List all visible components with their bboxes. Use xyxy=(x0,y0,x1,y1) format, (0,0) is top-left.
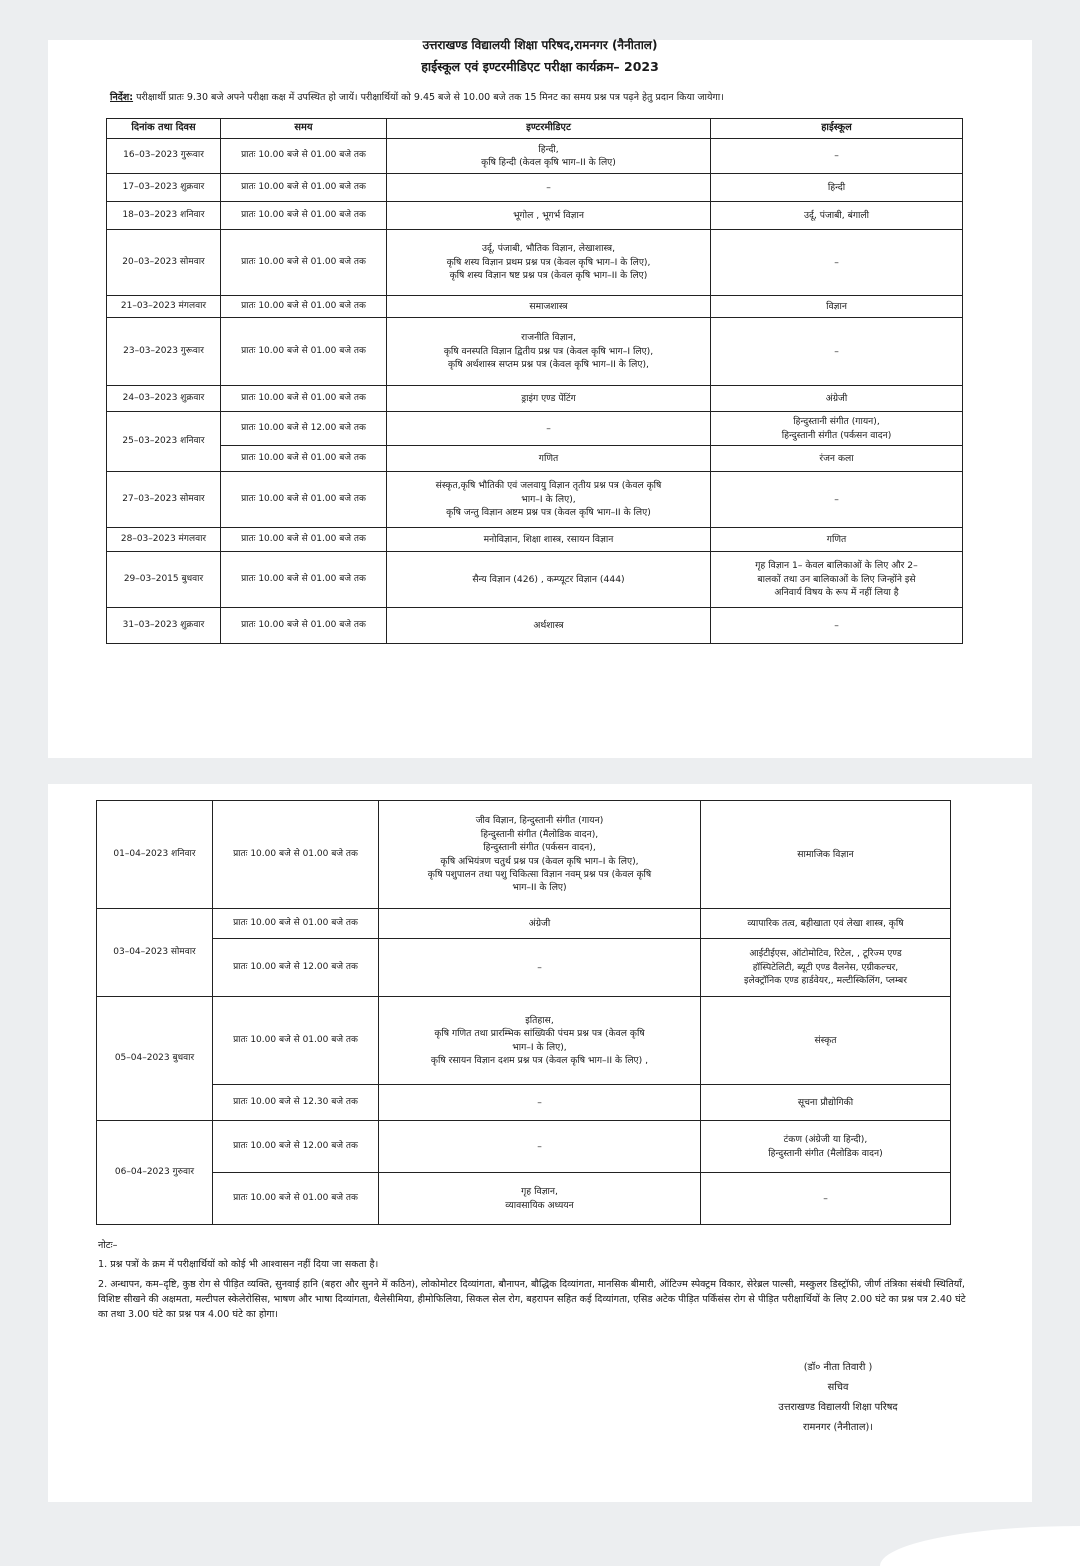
row-time: प्रातः 10.00 बजे से 12.00 बजे तक xyxy=(221,412,387,446)
row-date: 16–03–2023 गुरूवार xyxy=(107,139,221,174)
schedule-table-1 xyxy=(106,118,963,644)
row-time: प्रातः 10.00 बजे से 01.00 बजे तक xyxy=(221,446,387,472)
col-header-inter: इण्टरमीडिएट xyxy=(387,119,711,139)
signatory-place: रामनगर (नैनीताल)। xyxy=(802,1422,873,1434)
row-inter: सैन्य विज्ञान (426) , कम्प्यूटर विज्ञान (444) xyxy=(387,552,711,608)
row-date: 03–04–2023 सोमवार xyxy=(97,909,213,997)
row-date: 06–04–2023 गुरुवार xyxy=(97,1121,213,1225)
table-row xyxy=(97,801,951,909)
screen-corner-overlay xyxy=(880,1526,1080,1566)
row-high: सूचना प्रौद्योगिकी xyxy=(701,1085,951,1121)
table-row xyxy=(107,139,963,174)
note-1: 1. प्रश्न पत्रों के क्रम में परीक्षार्थियों को कोई भी आश्वासन नहीं दिया जा सकता है। xyxy=(98,1259,379,1271)
document-page-2 xyxy=(48,784,1032,1502)
row-high: – xyxy=(701,1173,951,1225)
row-date: 24–03–2023 शुक्रवार xyxy=(107,386,221,412)
table-row xyxy=(107,472,963,528)
table-row xyxy=(107,446,963,472)
row-time: प्रातः 10.00 बजे से 12.00 बजे तक xyxy=(213,1121,379,1173)
row-time: प्रातः 10.00 बजे से 01.00 बजे तक xyxy=(221,528,387,552)
table-header-row xyxy=(107,119,963,139)
row-inter: मनोविज्ञान, शिक्षा शास्त्र, रसायन विज्ञान xyxy=(387,528,711,552)
row-high: हिन्दी xyxy=(711,174,963,202)
table-row xyxy=(107,230,963,296)
row-high: गणित xyxy=(711,528,963,552)
signatory-role: सचिव xyxy=(827,1382,849,1394)
row-time: प्रातः 10.00 बजे से 01.00 बजे तक xyxy=(221,174,387,202)
row-inter: गणित xyxy=(387,446,711,472)
row-date: 23–03–2023 गुरूवार xyxy=(107,318,221,386)
row-high: आईटीईएस, ऑटोमोटिव, रिटेल, , टूरिज्म एण्ड हॉस्पिटेलिटी, ब्यूटी एण्ड वैलनेस, एग्रीकल्चर, इलेक्ट्रॉनिक एण्ड हार्डवेयर,, मल्टीस्किलिंग, प्लम्बर xyxy=(701,939,951,997)
row-time: प्रातः 10.00 बजे से 01.00 बजे तक xyxy=(213,909,379,939)
row-high: – xyxy=(711,608,963,644)
row-high: – xyxy=(711,139,963,174)
row-high: संस्कृत xyxy=(701,997,951,1085)
row-high: टंकण (अंग्रेजी या हिन्दी), हिन्दुस्तानी संगीत (मैलोडिक वादन) xyxy=(701,1121,951,1173)
table-row xyxy=(97,939,951,997)
row-inter: हिन्दी, कृषि हिन्दी (केवल कृषि भाग–II के लिए) xyxy=(387,139,711,174)
table-row xyxy=(107,608,963,644)
row-high: सामाजिक विज्ञान xyxy=(701,801,951,909)
row-time: प्रातः 10.00 बजे से 01.00 बजे तक xyxy=(213,997,379,1085)
row-time: प्रातः 10.00 बजे से 12.30 बजे तक xyxy=(213,1085,379,1121)
row-inter: उर्दू, पंजाबी, भौतिक विज्ञान, लेखाशास्त्र, कृषि शस्य विज्ञान प्रथम प्रश्न पत्र (केवल कृषि भाग–I के लिए), कृषि शस्य विज्ञान षष्ट प्रश्न पत्र (केवल कृषि भाग–II के लिए) xyxy=(387,230,711,296)
schedule-table-2 xyxy=(96,800,951,1225)
row-time: प्रातः 10.00 बजे से 01.00 बजे तक xyxy=(221,202,387,230)
table-row xyxy=(97,909,951,939)
row-time: प्रातः 10.00 बजे से 01.00 बजे तक xyxy=(221,139,387,174)
table-row xyxy=(107,202,963,230)
row-high: – xyxy=(711,230,963,296)
row-time: प्रातः 10.00 बजे से 01.00 बजे तक xyxy=(213,801,379,909)
row-inter: – xyxy=(379,1085,701,1121)
row-date: 29–03–2015 बुधवार xyxy=(107,552,221,608)
row-date: 31–03–2023 शुक्रवार xyxy=(107,608,221,644)
col-header-high: हाईस्कूल xyxy=(711,119,963,139)
row-time: प्रातः 10.00 बजे से 01.00 बजे तक xyxy=(221,230,387,296)
table-row xyxy=(107,412,963,446)
instruction-label: निर्देश: xyxy=(110,92,134,103)
row-date: 28–03–2023 मंगलवार xyxy=(107,528,221,552)
row-time: प्रातः 10.00 बजे से 01.00 बजे तक xyxy=(221,318,387,386)
row-inter: संस्कृत,कृषि भौतिकी एवं जलवायु विज्ञान तृतीय प्रश्न पत्र (केवल कृषि भाग–I के लिए), कृषि जन्तु विज्ञान अष्टम प्रश्न पत्र (केवल कृषि भाग–II के लिए) xyxy=(387,472,711,528)
row-time: प्रातः 10.00 बजे से 01.00 बजे तक xyxy=(221,296,387,318)
instruction-line xyxy=(110,90,1010,103)
signatory-org: उत्तराखण्ड विद्यालयी शिक्षा परिषद xyxy=(778,1402,898,1414)
row-time: प्रातः 10.00 बजे से 01.00 बजे तक xyxy=(213,1173,379,1225)
row-inter: – xyxy=(379,939,701,997)
row-high: – xyxy=(711,472,963,528)
notes-section xyxy=(98,1238,978,1327)
row-time: प्रातः 10.00 बजे से 01.00 बजे तक xyxy=(221,552,387,608)
note-2: 2. अन्धापन, कम–दृष्टि, कुष्ठ रोग से पीड़ित व्यक्ति, सुनवाई हानि (बहरा और सुनने में कठिन), लोकोमोटर दिव्यांगता, बौनापन, बौद्धिक दिव्यांगता, मानसिक बीमारी, ऑटिज्म स्पेक्ट्रम विकार, सेरेब्रल पाल्सी, मस्कुलर डिस्ट्रॉफी, जीर्ण तंत्रिका संबंधी स्थितियाँ, विशिष्ट सीखने की अक्षमता, मल्टीपल स्केलेरोसिस, भाषण और भाषा दिव्यांगता, थैलेसीमिया, हीमोफिलिया, सिकल सेल रोग, बहरापन सहित कई दिव्यांगता, एसिड अटेक पीड़ित पर्किंसंस रोग से पीड़ित परीक्षार्थियों के लिए 2.00 घंटे का प्रश्न पत्र 2.40 घंटे का तथा 3.00 घंटे का प्रश्न पत्र 4.00 घंटे का होगा। xyxy=(98,1278,966,1321)
table-row xyxy=(107,174,963,202)
signatory-name: (डॉ० नीता तिवारी ) xyxy=(803,1362,873,1373)
row-inter: इतिहास, कृषि गणित तथा प्रारम्भिक सांख्यिकी पंचम प्रश्न पत्र (केवल कृषि भाग–I के लिए), कृषि रसायन विज्ञान दशम प्रश्न पत्र (केवल कृषि भाग–II के लिए) , xyxy=(379,997,701,1085)
board-title: उत्तराखण्ड विद्यालयी शिक्षा परिषद,रामनगर (नैनीताल) xyxy=(422,38,658,52)
row-high: रंजन कला xyxy=(711,446,963,472)
row-date: 20–03–2023 सोमवार xyxy=(107,230,221,296)
row-date: 21–03–2023 मंगलवार xyxy=(107,296,221,318)
notes-title: नोटः– xyxy=(98,1240,118,1251)
table-row xyxy=(97,1173,951,1225)
row-inter: – xyxy=(379,1121,701,1173)
row-high: विज्ञान xyxy=(711,296,963,318)
row-date: 05–04–2023 बुधवार xyxy=(97,997,213,1121)
table-row xyxy=(97,1085,951,1121)
exam-schedule-title: हाईस्कूल एवं इण्टरमीडिएट परीक्षा कार्यक्रम– 2023 xyxy=(421,59,659,74)
table-row xyxy=(107,552,963,608)
col-header-time: समय xyxy=(221,119,387,139)
row-inter: जीव विज्ञान, हिन्दुस्तानी संगीत (गायन) हिन्दुस्तानी संगीत (मैलोडिक वादन), हिन्दुस्तानी संगीत (पर्कसन वादन), कृषि अभियंत्रण चतुर्थ प्रश्न पत्र (केवल कृषि भाग–I के लिए), कृषि पशुपालन तथा पशु चिकित्सा विज्ञान नवम् प्रश्न पत्र (केवल कृषि भाग–II के लिए) xyxy=(379,801,701,909)
row-inter: समाजशास्त्र xyxy=(387,296,711,318)
row-inter: अंग्रेजी xyxy=(379,909,701,939)
row-high: व्यापारिक तत्व, बहीखाता एवं लेखा शास्त्र, कृषि xyxy=(701,909,951,939)
table-row xyxy=(107,318,963,386)
document-page-1 xyxy=(48,40,1032,758)
row-date: 18–03–2023 शनिवार xyxy=(107,202,221,230)
row-date: 17–03–2023 शुक्रवार xyxy=(107,174,221,202)
row-high: अंग्रेजी xyxy=(711,386,963,412)
row-high: हिन्दुस्तानी संगीत (गायन), हिन्दुस्तानी संगीत (पर्कसन वादन) xyxy=(711,412,963,446)
row-date: 01–04–2023 शनिवार xyxy=(97,801,213,909)
row-high: उर्दू, पंजाबी, बंगाली xyxy=(711,202,963,230)
row-inter: – xyxy=(387,412,711,446)
row-time: प्रातः 10.00 बजे से 12.00 बजे तक xyxy=(213,939,379,997)
instruction-text: परीक्षार्थी प्रातः 9.30 बजे अपने परीक्षा कक्ष में उपस्थित हो जायें। परीक्षार्थियों को 9.45 बजे से 10.00 बजे तक 15 मिनट का समय प्रश्न पत्र पढ़ने हेतु प्रदान किया जायेगा। xyxy=(136,92,724,103)
table-row xyxy=(97,997,951,1085)
row-high: – xyxy=(711,318,963,386)
table-row xyxy=(107,296,963,318)
row-inter: – xyxy=(387,174,711,202)
row-inter: भूगोल , भूगर्भ विज्ञान xyxy=(387,202,711,230)
row-date: 27–03–2023 सोमवार xyxy=(107,472,221,528)
table-row xyxy=(107,528,963,552)
row-inter: राजनीति विज्ञान, कृषि वनस्पति विज्ञान द्वितीय प्रश्न पत्र (केवल कृषि भाग–I लिए), कृषि अर्थशास्त्र सप्तम प्रश्न पत्र (केवल कृषि भाग–II के लिए), xyxy=(387,318,711,386)
row-time: प्रातः 10.00 बजे से 01.00 बजे तक xyxy=(221,472,387,528)
row-inter: अर्थशास्त्र xyxy=(387,608,711,644)
row-time: प्रातः 10.00 बजे से 01.00 बजे तक xyxy=(221,608,387,644)
row-inter: गृह विज्ञान, व्यावसायिक अध्ययन xyxy=(379,1173,701,1225)
table-row xyxy=(97,1121,951,1173)
col-header-date: दिनांक तथा दिवस xyxy=(107,119,221,139)
signature-block xyxy=(738,1358,938,1438)
row-high: गृह विज्ञान 1– केवल बालिकाओं के लिए और 2– बालकों तथा उन बालिकाओं के लिए जिन्होंने इसे अनिवार्य विषय के रूप में नहीं लिया है xyxy=(711,552,963,608)
table-row xyxy=(107,386,963,412)
row-time: प्रातः 10.00 बजे से 01.00 बजे तक xyxy=(221,386,387,412)
row-date: 25–03–2023 शनिवार xyxy=(107,412,221,472)
row-inter: ड्राइंग एण्ड पेंटिंग xyxy=(387,386,711,412)
